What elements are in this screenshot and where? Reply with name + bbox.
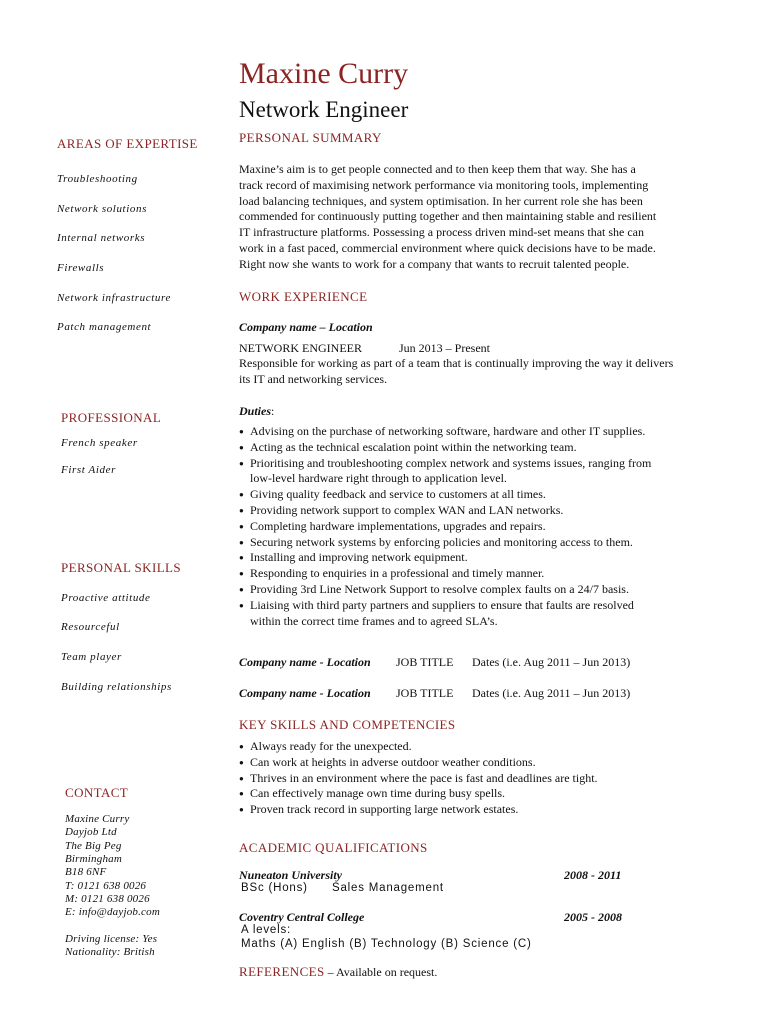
duty-text-cont: low-level hardware right through to application level. (250, 471, 507, 486)
expertise-item: Internal networks (57, 232, 146, 244)
duty-item: ● Providing 3rd Line Network Support to resolve complex faults on a 24/7 basis. (239, 582, 699, 598)
expertise-item: Troubleshooting (57, 173, 138, 185)
prev-job-title: JOB TITLE (396, 655, 454, 669)
duty-text-cont: within the correct time frames and to agreed SLA’s. (250, 613, 498, 628)
contact-mobile: M: 0121 638 0026 (65, 893, 150, 905)
skill-item: Resourceful (61, 621, 120, 633)
key-skills-heading: KEY SKILLS AND COMPETENCIES (239, 717, 456, 732)
summary-line: Maxine’s aim is to get people connected and to then keep them that way. She has a (239, 162, 636, 176)
school-dates: 2008 - 2011 (564, 868, 622, 882)
role-title: NETWORK ENGINEER (239, 341, 362, 355)
duty-text: Liaising with third party partners and suppliers to ensure that faults are resolved (250, 597, 634, 612)
expertise-item: Patch management (57, 321, 152, 333)
contact-telephone: T: 0121 638 0026 (65, 880, 147, 892)
contact-city: Birmingham (65, 853, 122, 865)
references-heading: REFERENCES (239, 964, 325, 979)
skill-item: Building relationships (61, 681, 172, 693)
summary-line: commended for continuously putting together and then maintaining stable and resilient (239, 209, 657, 224)
prev-company: Company name - Location (239, 686, 371, 700)
skills-heading: PERSONAL SKILLS (61, 560, 182, 575)
alevels-label: A levels: (241, 924, 292, 936)
references-line (239, 964, 437, 980)
prev-company: Company name - Location (239, 655, 371, 669)
degree-name: BSc (Hons) (241, 882, 308, 894)
duties-colon: : (271, 404, 275, 418)
duty-item: ● Completing hardware implementations, upgrades and repairs. (239, 519, 699, 535)
candidate-name: Maxine Curry (239, 57, 409, 90)
degree-subject: Sales Management (332, 882, 444, 894)
summary-paragraph (239, 162, 691, 273)
driving-license: Driving license: Yes (65, 933, 158, 945)
contact-heading: CONTACT (65, 785, 129, 800)
school-dates: 2005 - 2008 (564, 910, 622, 924)
key-skill-item: ● Can work at heights in adverse outdoor weather conditions. (239, 755, 699, 771)
key-skills-list (239, 739, 699, 818)
role-description (239, 356, 691, 388)
duty-item: ● Securing network systems by enforcing policies and monitoring access to them. (239, 535, 699, 551)
academic-heading: ACADEMIC QUALIFICATIONS (239, 840, 428, 855)
professional-heading: PROFESSIONAL (61, 410, 162, 425)
company-location: Company name – Location (239, 320, 373, 334)
expertise-item: Network solutions (57, 203, 147, 215)
contact-company: Dayjob Ltd (65, 826, 117, 838)
key-skill-item: ● Proven track record in supporting large network estates. (239, 802, 699, 818)
expertise-item: Firewalls (57, 262, 105, 274)
duty-item: ● Installing and improving network equipment. (239, 550, 699, 566)
school-name: Coventry Central College (239, 910, 365, 924)
references-text: – Available on request. (327, 965, 438, 979)
key-skill-item: ● Always ready for the unexpected. (239, 739, 699, 755)
alevels-subjects: Maths (A) English (B) Technology (B) Science (C) (241, 938, 532, 950)
duties-label: Duties (239, 404, 272, 418)
experience-heading: WORK EXPERIENCE (239, 289, 368, 304)
skill-item: Team player (61, 651, 122, 663)
duty-item: ● Responding to enquiries in a professional and timely manner. (239, 566, 699, 582)
nationality: Nationality: British (65, 946, 155, 958)
role-dates: Jun 2013 – Present (399, 341, 490, 355)
expertise-heading: AREAS OF EXPERTISE (57, 136, 198, 151)
duties-list (239, 424, 699, 629)
key-skill-item: ● Thrives in an environment where the pace is fast and deadlines are tight. (239, 771, 699, 787)
contact-address-line: The Big Peg (65, 840, 122, 852)
summary-heading: PERSONAL SUMMARY (239, 130, 382, 145)
professional-item: French speaker (61, 437, 138, 449)
duties-heading (239, 404, 274, 420)
prev-job-title: JOB TITLE (396, 686, 454, 700)
summary-line: IT infrastructure platforms. Possessing a process driven mind-set means that she can (239, 225, 645, 240)
contact-postcode: B18 6NF (65, 866, 107, 878)
duty-item (239, 598, 699, 630)
candidate-title: Network Engineer (239, 97, 409, 122)
contact-email: E: info@dayjob.com (65, 906, 160, 918)
prev-job-dates: Dates (i.e. Aug 2011 – Jun 2013) (472, 655, 631, 669)
prev-job-dates: Dates (i.e. Aug 2011 – Jun 2013) (472, 686, 631, 700)
skill-item: Proactive attitude (61, 592, 151, 604)
duty-item (239, 456, 699, 488)
role-description-line: its IT and networking services. (239, 371, 388, 386)
summary-line: work in a fast paced, commercial environment where quick decisions have to be made. (239, 240, 656, 255)
professional-item: First Aider (61, 464, 116, 476)
role-description-line: Responsible for working as part of a team that is continually improving the way it delivers (239, 356, 674, 370)
summary-line: track record of maximising network performance via monitoring tools, implementing (239, 177, 649, 192)
contact-name: Maxine Curry (65, 813, 130, 825)
summary-line: Right now she wants to work for a company that wants to recruit talented people. (239, 256, 630, 271)
school-name: Nuneaton University (239, 868, 343, 882)
duty-item: ● Advising on the purchase of networking software, hardware and other IT supplies. (239, 424, 699, 440)
duty-item: ● Acting as the technical escalation point within the networking team. (239, 440, 699, 456)
duty-item: ● Providing network support to complex WAN and LAN networks. (239, 503, 699, 519)
key-skill-item: ● Can effectively manage own time during busy spells. (239, 786, 699, 802)
duty-item: ● Giving quality feedback and service to customers at all times. (239, 487, 699, 503)
duty-text: Prioritising and troubleshooting complex network and systems issues, ranging from (250, 455, 652, 470)
expertise-item: Network infrastructure (57, 292, 171, 304)
summary-line: load balancing techniques, and system optimisation. In her current role she has been (239, 193, 643, 208)
